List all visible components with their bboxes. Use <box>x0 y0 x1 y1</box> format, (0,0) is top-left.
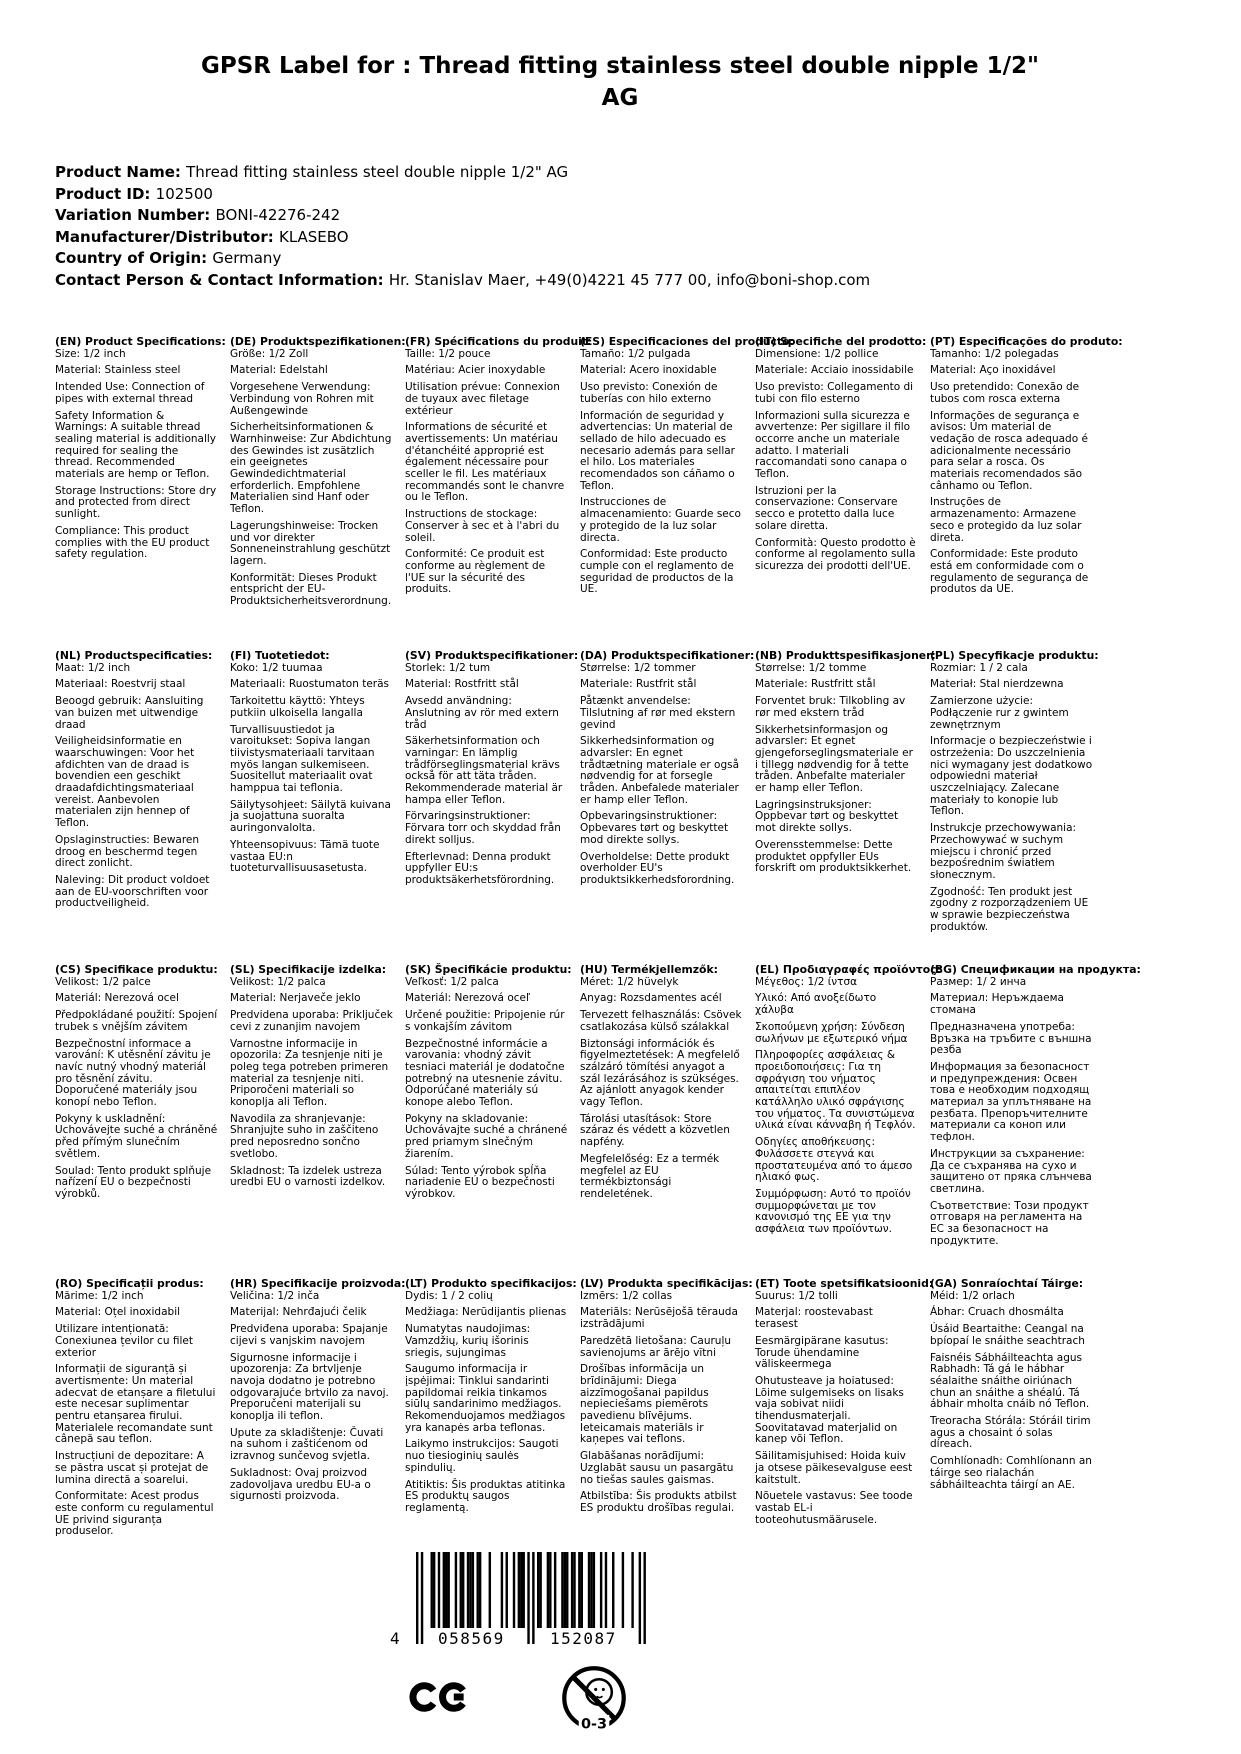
spec-paragraph: Intended Use: Connection of pipes with external thread <box>55 381 205 405</box>
product-info-value: Hr. Stanislav Maer, +49(0)4221 45 777 00, info@boni-shop.com <box>388 270 871 289</box>
spec-paragraph: Instrukcje przechowywania: Przechowywać w suchym miejscu i chronić przed bezpośrednim światłem słonecznym. <box>930 822 1077 881</box>
product-info-line <box>55 227 870 249</box>
spec-block-header: (EL) Προδιαγραφές προϊόντος: <box>755 963 941 976</box>
product-info-line <box>55 162 870 184</box>
spec-paragraph: Veľkosť: 1/2 palca <box>405 975 499 988</box>
spec-paragraph: Pokyny na skladovanie: Uchovávajte suché a chránené pred priamym slnečným žiarením. <box>405 1112 568 1160</box>
spec-paragraph: Conformité: Ce produit est conforme au règlement de l'UE sur la sécurité des produits. <box>405 548 546 596</box>
spec-paragraph: Materiale: Acciaio inossidabile <box>755 364 914 377</box>
spec-block-ga <box>930 1278 1105 1592</box>
spec-paragraph: Paredzētā lietošana: Cauruļu savienojums ar ārējo vītni <box>580 1334 732 1359</box>
spec-paragraph: Säkerhetsinformation och varningar: En lämplig trådförseglingsmaterial krävs också för att täta tråden. Rekommenderade material är hampa eller Teflon. <box>405 735 563 806</box>
spec-block-lv <box>580 1278 755 1592</box>
spec-paragraph: Size: 1/2 inch <box>55 347 126 360</box>
spec-paragraph: Instrucciones de almacenamiento: Guarde seco y protegido de la luz solar directa. <box>580 496 741 544</box>
spec-paragraph: Инструкции за съхранение: Да се съхранява на сухо и защитено от пряка слънчева светлина. <box>930 1147 1092 1195</box>
spec-paragraph: Uso pretendido: Conexão de tubos com rosca externa <box>930 381 1080 405</box>
spec-paragraph: Suurus: 1/2 tolli <box>755 1289 838 1302</box>
spec-paragraph: Informations de sécurité et avertissements: Un matériau d'étanchéité approprié est également nécessaire pour sceller le fil. Les matériaux recommandés sont le chanvre ou le Teflon. <box>405 421 565 504</box>
spec-block-header: (LV) Produkta specifikācijas: <box>580 1277 753 1290</box>
spec-paragraph: Koko: 1/2 tuumaa <box>230 661 323 674</box>
spec-paragraph: Съответствие: Този продукт отговаря на регламента на ЕС за безопасност на продуктите. <box>930 1199 1089 1247</box>
spec-paragraph: Materjal: roostevabast terasest <box>755 1306 873 1331</box>
spec-block-header: (SL) Specifikacije izdelka: <box>230 963 387 976</box>
product-info-label: Variation Number: <box>55 206 216 224</box>
spec-paragraph: Varnostne informacije in opozorila: Za tesnjenje niti je poleg tega potreben primeren material za tesnjenje niti. Priporočeni materiali so konoplja ali Teflon. <box>230 1037 389 1109</box>
spec-block-sv <box>405 650 580 964</box>
spec-paragraph: Utilizare intenționată: Conexiunea țevilor cu filet exterior <box>55 1323 193 1359</box>
spec-block-header: (ET) Toote spetsifikatsioonid: <box>755 1277 934 1290</box>
barcode-right-group: 152087 <box>550 1629 617 1648</box>
spec-paragraph: Saugumo informacija ir įspėjimai: Tinklui sandarinti papildomai reikia tinkamos siūlų sandarinimo medžiagos. Rekomenduojamos medžiagos yra kanapės arba teflonas. <box>405 1363 566 1434</box>
spec-paragraph: Información de seguridad y advertencias: Un material de sellado de hilo adecuado es necesario además para sellar el hilo. Los materiales recomendados son cáñamo o Teflon. <box>580 409 735 492</box>
spec-paragraph: Pokyny k uskladnění: Uchovávejte suché a chráněné před přímým slunečním světlem. <box>55 1112 218 1160</box>
barcode-left-group: 058569 <box>438 1629 505 1648</box>
spec-block-hu <box>580 964 755 1278</box>
spec-paragraph: Материал: Неръждаема стомана <box>930 992 1064 1017</box>
spec-paragraph: Dydis: 1 / 2 colių <box>405 1289 493 1302</box>
spec-paragraph: Informații de siguranță și avertismente: Un material adecvat de etanșare a filetului este necesar suplimentar pentru etanșarea firului. Materialele recomandate sunt cânepă sau teflon. <box>55 1363 216 1446</box>
spec-paragraph: Οδηγίες αποθήκευσης: Φυλάσσετε στεγνά και προστατευμένα από το άμεσο ηλιακό φως. <box>755 1136 913 1184</box>
spec-paragraph: Numatytas naudojimas: Vamzdžių, kurių išorinis sriegis, sujungimas <box>405 1323 531 1359</box>
spec-paragraph: Material: Oțel inoxidabil <box>55 1306 181 1319</box>
spec-paragraph: Predviđena uporaba: Spajanje cijevi s vanjskim navojem <box>230 1323 388 1347</box>
spec-paragraph: Bezpečnostní informace a varování: K utěsnění závitu je navíc nutný vhodný materiál pro těsnění závitu. Doporučené materiály jsou konopí nebo Teflon. <box>55 1037 211 1109</box>
spec-paragraph: Ábhar: Cruach dhosmálta <box>930 1306 1064 1319</box>
spec-paragraph: Určené použitie: Pripojenie rúr s vonkajším závitom <box>405 1009 565 1033</box>
spec-paragraph: Overensstemmelse: Dette produktet oppfyller EUs forskrift om produktsikkerhet. <box>755 838 912 875</box>
barcode <box>388 1552 668 1664</box>
spec-paragraph: Atbilstība: Šis produkts atbilst ES produktu drošības regulai. <box>580 1490 737 1514</box>
spec-paragraph: Treoracha Stórála: Stóráil tirim agus a chosaint ó solas díreach. <box>930 1415 1091 1451</box>
spec-paragraph: Velikost: 1/2 palce <box>55 975 151 988</box>
spec-paragraph: Informazioni sulla sicurezza e avvertenze: Per sigillare il filo occorre anche un materiale adatto. I materiali raccomandati sono canapa o Teflon. <box>755 409 911 481</box>
spec-paragraph: Turvallisuustiedot ja varoitukset: Sopiva langan tiivistysmateriaali tarvitaan myös langan sulkemiseen. Suositellut materiaalit ovat hamppua tai teflonia. <box>230 723 375 795</box>
spec-paragraph: Σκοπούμενη χρήση: Σύνδεση σωλήνων με εξωτερικό νήμα <box>755 1020 908 1045</box>
barcode-lead-digit: 4 <box>390 1629 402 1648</box>
spec-paragraph: Materiale: Rustfritt stål <box>755 678 876 691</box>
spec-paragraph: Dimensione: 1/2 pollice <box>755 347 879 360</box>
spec-paragraph: Conformidad: Este producto cumple con el reglamento de seguridad de productos de la UE. <box>580 548 734 596</box>
spec-block-de <box>230 336 405 650</box>
spec-paragraph: Materiāls: Nerūsējošā tērauda izstrādājumi <box>580 1306 738 1331</box>
spec-paragraph: Instruções de armazenamento: Armazene seco e protegido da luz solar direta. <box>930 496 1082 544</box>
spec-paragraph: Veličina: 1/2 inča <box>230 1289 320 1302</box>
spec-paragraph: Faisnéis Sábháilteachta agus Rabhadh: Tá gá le hábhar séalaithe snáithe oiriúnach chun an snáithe a shéalú. Tá ábhair mholta cnáib nó Teflon. <box>930 1351 1090 1411</box>
spec-paragraph: Größe: 1/2 Zoll <box>230 347 309 360</box>
spec-grid <box>55 335 1141 1592</box>
spec-paragraph: Uso previsto: Collegamento di tubi con filo esterno <box>755 381 914 405</box>
spec-paragraph: Avsedd användning: Anslutning av rör med extern tråd <box>405 695 559 731</box>
spec-paragraph: Υλικό: Από ανοξείδωτο χάλυβα <box>755 992 877 1017</box>
spec-paragraph: Biztonsági információk és figyelmeztetések: A megfelelő szálzáró tömítési anyagot a szál lezárásához is szükséges. Az ajánlott anyagok kender vagy Teflon. <box>580 1037 740 1109</box>
spec-paragraph: Efterlevnad: Denna produkt uppfyller EU:s produktsäkerhetsförordning. <box>405 850 555 886</box>
spec-paragraph: Συμμόρφωση: Αυτό το προϊόν συμμορφώνεται με τον κανονισμό της ΕΕ για την ασφάλεια των προϊόντων. <box>755 1187 911 1236</box>
spec-block-lt <box>405 1278 580 1592</box>
spec-block-header: (HR) Specifikacije proizvoda: <box>230 1277 406 1290</box>
spec-paragraph: Eesmärgipärane kasutus: Torude ühendamine väliskeermega <box>755 1334 889 1371</box>
spec-paragraph: Opbevaringsinstruktioner: Opbevares tørt og beskyttet mod direkte sollys. <box>580 810 729 846</box>
spec-block-header: (IT) Specifiche del prodotto: <box>755 335 927 348</box>
spec-block-bg <box>930 963 1141 1278</box>
spec-paragraph: Lagringsinstruksjoner: Oppbevar tørt og beskyttet mot direkte sollys. <box>755 798 899 835</box>
spec-block-el <box>755 963 941 1278</box>
spec-paragraph: Tamanho: 1/2 polegadas <box>930 347 1059 360</box>
spec-paragraph: Størrelse: 1/2 tomme <box>755 661 867 674</box>
spec-paragraph: Tervezett felhasználás: Csövek csatlakozása külső szálakkal <box>580 1009 742 1033</box>
spec-block-header: (HU) Termékjellemzők: <box>580 963 718 976</box>
product-info-label: Contact Person & Contact Information: <box>55 270 389 289</box>
spec-paragraph: Πληροφορίες ασφάλειας & προειδοποιήσεις: Για τη σφράγιση του νήματος απαιτείται επιπλέον κατάλληλο υλικό σφράγισης του νήματος. Τα συνιστώμενα υλικά είναι κάνναβη ή Τεφλόν. <box>755 1049 916 1132</box>
spec-paragraph: Sukladnost: Ovaj proizvod zadovoljava uredbu EU-a o sigurnosti proizvoda. <box>230 1466 371 1503</box>
product-info-value: BONI-42276-242 <box>215 206 341 224</box>
spec-paragraph: Zgodność: Ten produkt jest zgodny z rozporządzeniem UE w sprawie bezpieczeństwa produktów. <box>930 885 1089 933</box>
spec-paragraph: Säilitamisjuhised: Hoida kuiv ja otsese päikesevalguse eest kaitstult. <box>755 1450 913 1486</box>
spec-block-en <box>55 336 230 650</box>
spec-paragraph: Sicherheitsinformationen & Warnhinweise: Zur Abdichtung des Gewindes ist zusätzlich ein geeignetes Gewindedichtmaterial erforderlich. Empfohlene Materialien sind Hanf oder Teflon. <box>230 421 392 516</box>
spec-paragraph: Sikkerhedsinformation og advarsler: En egnet trådtætning materiale er også nødvendig for at forsegle tråden. Anbefalede materialer er hamp eller Teflon. <box>580 735 740 806</box>
spec-paragraph: Méret: 1/2 hüvelyk <box>580 975 679 988</box>
spec-block-sl <box>230 964 405 1278</box>
spec-paragraph: Zamierzone użycie: Podłączenie rur z gwintem zewnętrznym <box>930 695 1069 731</box>
spec-paragraph: Overholdelse: Dette produkt overholder EU's produktsikkerhedsforordning. <box>580 850 735 886</box>
spec-paragraph: Materiál: Nerezová oceľ <box>405 992 530 1005</box>
spec-block-header: (RO) Specificații produs: <box>55 1277 204 1290</box>
spec-paragraph: Størrelse: 1/2 tommer <box>580 661 696 674</box>
spec-paragraph: Soulad: Tento produkt splňuje nařízení EU o bezpečnosti výrobků. <box>55 1164 212 1200</box>
product-info-line <box>55 205 870 227</box>
page-title-line1: GPSR Label for : Thread fitting stainless steel double nipple 1/2" <box>200 53 1040 79</box>
spec-block-header: (PT) Especificações do produto: <box>930 335 1123 348</box>
spec-paragraph: Forventet bruk: Tilkobling av rør med ekstern tråd <box>755 695 906 719</box>
spec-paragraph: Materiaali: Ruostumaton teräs <box>230 678 390 691</box>
spec-paragraph: Instructions de stockage: Conserver à sec et à l'abri du soleil. <box>405 508 560 544</box>
spec-block-header: (CS) Specifikace produktu: <box>55 963 218 976</box>
spec-paragraph: Drošības informācija un brīdinājumi: Diega aizzīmogošanai papildus nepieciešams piemērots pavedienu blīvējums. Ieteicamais materiāls ir kaņepes vai teflons. <box>580 1363 709 1446</box>
spec-block-header: (FR) Spécifications du produit: <box>405 335 592 348</box>
spec-paragraph: Veiligheidsinformatie en waarschuwingen: Voor het afdichten van de draad is bovendien een geschikt draadafdichtingsmateriaal vereist. Aanbevolen materialen zijn hennep of Teflon. <box>55 735 195 830</box>
spec-paragraph: Předpokládané použití: Spojení trubek s vnějším závitem <box>55 1009 218 1033</box>
spec-block-header: (DE) Produktspezifikationen: <box>230 335 406 348</box>
spec-paragraph: Materiale: Rustfrit stål <box>580 678 697 691</box>
age-range-label: 0-3 <box>580 1716 608 1733</box>
spec-block-nb <box>755 649 936 964</box>
spec-block-nl <box>55 650 230 964</box>
spec-block-hr <box>230 1278 405 1592</box>
spec-paragraph: Mărime: 1/2 inch <box>55 1289 144 1302</box>
spec-block-fr <box>405 335 592 650</box>
spec-paragraph: Tarkoitettu käyttö: Yhteys putkiin ulkoisella langalla <box>230 695 365 719</box>
spec-block-sk <box>405 964 580 1278</box>
ce-mark-icon <box>408 1678 470 1720</box>
spec-paragraph: Glabāšanas norādījumi: Uzglabāt sausu un pasargātu no tiešas saules gaismas. <box>580 1450 734 1486</box>
spec-paragraph: Sikkerhetsinformasjon og advarsler: Et egnet gjengeforseglingsmateriale er i tillegg nødvendig for å tette tråden. Anbefalte materialer er hamp eller Teflon. <box>755 723 913 795</box>
product-info-line <box>55 248 870 270</box>
spec-paragraph: Úsáid Beartaithe: Ceangal na bpíopaí le snáithe seachtrach <box>930 1323 1085 1347</box>
spec-paragraph: Material: Nerjaveče jeklo <box>230 992 361 1005</box>
spec-block-et <box>755 1277 934 1592</box>
product-info-label: Country of Origin: <box>55 249 213 267</box>
spec-paragraph: Upute za skladištenje: Čuvati na suhom i zaštićenom od izravnog sunčevog svjetla. <box>230 1426 384 1463</box>
spec-paragraph: Informações de segurança e avisos: Um material de vedação de rosca adequado é adicionalmente necessário para selar a rosca. Os materiais recomendados são cânhamo ou Teflon. <box>930 409 1088 492</box>
product-info-value: 102500 <box>155 184 213 203</box>
spec-paragraph: Materiaal: Roestvrij staal <box>55 678 186 691</box>
spec-block-header: (EN) Product Specifications: <box>55 335 226 348</box>
spec-paragraph: Vorgesehene Verwendung: Verbindung von Rohren mit Außengewinde <box>230 381 374 417</box>
spec-paragraph: Velikost: 1/2 palca <box>230 975 326 988</box>
spec-paragraph: Информация за безопасност и предупреждения: Освен това е необходим подходящ материал за уплътняване на резбата. Препоръчителните материали са коноп или тефлон. <box>930 1060 1092 1144</box>
spec-block-header: (BG) Спецификации на продукта: <box>930 963 1141 976</box>
spec-paragraph: Tárolási utasítások: Store száraz és védett a közvetlen napfény. <box>580 1112 730 1149</box>
product-info-line <box>55 184 870 206</box>
spec-block-header: (GA) Sonraíochtaí Táirge: <box>930 1277 1084 1290</box>
product-info-label: Manufacturer/Distributor: <box>55 227 279 246</box>
spec-paragraph: Förvaringsinstruktioner: Förvara torr och skyddad från direkt solljus. <box>405 810 561 846</box>
spec-block-header: (NL) Productspecificaties: <box>55 649 213 662</box>
spec-paragraph: Opslaginstructies: Bewaren droog en beschermd tegen direct zonlicht. <box>55 833 200 870</box>
spec-paragraph: Sigurnosne informacije i upozorenja: Za brtvljenje navoja dodatno je potrebno odgovarajuće brtvilo za navoj. Preporučeni materijali su konoplja ili teflon. <box>230 1351 389 1423</box>
spec-paragraph: Instrucțiuni de depozitare: A se păstra uscat și protejat de lumina directă a soarelui. <box>55 1450 209 1486</box>
spec-paragraph: Atitiktis: Šis produktas atitinka ES produktų saugos reglamentą. <box>405 1478 566 1514</box>
product-info-line <box>55 270 870 292</box>
product-info <box>55 162 870 291</box>
spec-block-da <box>580 650 755 964</box>
spec-paragraph: Maat: 1/2 inch <box>55 661 131 674</box>
spec-block-header: (FI) Tuotetiedot: <box>230 649 330 662</box>
spec-paragraph: Beoogd gebruik: Aansluiting van buizen met uitwendige draad <box>55 695 204 731</box>
spec-paragraph: Súlad: Tento výrobok spĺňa nariadenie EÚ o bezpečnosti výrobkov. <box>405 1164 555 1200</box>
age-warning-icon <box>560 1664 628 1741</box>
spec-paragraph: Storage Instructions: Store dry and protected from direct sunlight. <box>55 484 217 521</box>
spec-block-header: (PL) Specyfikacje produktu: <box>930 649 1099 662</box>
spec-block-it <box>755 336 930 650</box>
spec-paragraph: Istruzioni per la conservazione: Conservare secco e protetto dalla luce solare diretta. <box>755 484 898 532</box>
spec-paragraph: Lagerungshinweise: Trocken und vor direkter Sonneneinstrahlung geschützt lagern. <box>230 519 391 567</box>
spec-paragraph: Taille: 1/2 pouce <box>405 347 491 360</box>
spec-paragraph: Materijal: Nehrđajući čelik <box>230 1306 367 1319</box>
spec-paragraph: Izmērs: 1/2 collas <box>580 1289 673 1302</box>
spec-paragraph: Bezpečnostné informácie a varovania: vhodný závit tesniaci materiál je dodatočne potrebný na utesnenie závitu. Odporúčané materiály sú konope alebo Teflon. <box>405 1037 565 1109</box>
product-info-value: Thread fitting stainless steel double nipple 1/2" AG <box>186 163 569 181</box>
product-info-value: Germany <box>212 249 282 267</box>
spec-paragraph: Material: Acero inoxidable <box>580 364 717 377</box>
page-title-line2: AG <box>601 85 639 111</box>
spec-paragraph: Tamaño: 1/2 pulgada <box>580 347 691 360</box>
spec-paragraph: Konformität: Dieses Produkt entspricht der EU-Produktsicherheitsverordnung. <box>230 571 392 608</box>
spec-paragraph: Megfelelőség: Ez a termék megfelel az EU termékbiztonsági rendeletének. <box>580 1152 720 1200</box>
spec-block-header: (SK) Špecifikácie produktu: <box>405 963 572 976</box>
spec-paragraph: Informacje o bezpieczeństwie i ostrzeżenia: Do uszczelnienia nici wymagany jest dodatkowo odpowiedni materiał uszczelniający. Zalecane materiały to konopie lub Teflon. <box>930 735 1093 818</box>
spec-paragraph: Skladnost: Ta izdelek ustreza uredbi EU o varnosti izdelkov. <box>230 1164 386 1189</box>
spec-paragraph: Storlek: 1/2 tum <box>405 661 491 674</box>
spec-paragraph: Material: Aço inoxidável <box>930 364 1056 377</box>
spec-paragraph: Material: Rostfritt stål <box>405 678 519 691</box>
spec-paragraph: Conformitate: Acest produs este conform cu regulamentul UE privind siguranța produselor. <box>55 1490 214 1538</box>
spec-paragraph: Compliance: This product complies with the EU product safety regulation. <box>55 524 210 561</box>
spec-paragraph: Safety Information & Warnings: A suitable thread sealing material is additionally required for sealing the thread. Recommended materials are hemp or Teflon. <box>55 409 217 481</box>
product-info-label: Product Name: <box>55 163 187 181</box>
spec-paragraph: Matériau: Acier inoxydable <box>405 364 546 377</box>
spec-block-fi <box>230 650 405 964</box>
spec-block-es <box>580 335 794 650</box>
spec-paragraph: Navodila za shranjevanje: Shranjujte suho in zaščiteno pred neposredno sončno svetlobo. <box>230 1112 379 1160</box>
spec-paragraph: Utilisation prévue: Connexion de tuyaux avec filetage extérieur <box>405 381 560 417</box>
spec-block-pt <box>930 335 1123 650</box>
spec-block-cs <box>55 964 230 1278</box>
spec-paragraph: Säilytysohjeet: Säilytä kuivana ja suojattuna suoralta auringonvalolta. <box>230 798 391 835</box>
product-info-value: KLASEBO <box>278 227 349 246</box>
spec-paragraph: Laikymo instrukcijos: Saugoti nuo tiesioginių saulės spindulių. <box>405 1438 559 1474</box>
spec-paragraph: Materiał: Stal nierdzewna <box>930 678 1064 691</box>
spec-block-pl <box>930 650 1105 964</box>
spec-paragraph: Materiál: Nerezová ocel <box>55 992 179 1005</box>
spec-block-header: (LT) Produkto specifikacijos: <box>405 1277 577 1290</box>
spec-paragraph: Rozmiar: 1 / 2 cala <box>930 661 1028 674</box>
spec-paragraph: Nõuetele vastavus: See toode vastab EL-i tooteohutusmäärusele. <box>755 1490 913 1526</box>
spec-paragraph: Comhlíonadh: Comhlíonann an táirge seo rialachán sábháilteachta táirgí an AE. <box>930 1455 1092 1491</box>
spec-block-ro <box>55 1278 230 1592</box>
spec-paragraph: Uso previsto: Conexión de tuberías con hilo externo <box>580 381 718 405</box>
spec-paragraph: Naleving: Dit product voldoet aan de EU-voorschriften voor productveiligheid. <box>55 873 210 910</box>
spec-paragraph: Ohutusteave ja hoiatused: Lõime sulgemiseks on lisaks vaja sobivat niidi tihendusmaterjali. Soovitatavad materjalid on kanep või Teflon. <box>755 1374 904 1446</box>
spec-paragraph: Påtænkt anvendelse: Tilslutning af rør med ekstern gevind <box>580 695 736 731</box>
spec-block-header: (SV) Produktspecifikationer: <box>405 649 579 662</box>
spec-block-header: (NB) Produkttspesifikasjoner: <box>755 649 936 662</box>
spec-paragraph: Предназначена употреба: Връзка на тръбите с външна резба <box>930 1020 1092 1057</box>
spec-paragraph: Material: Edelstahl <box>230 364 328 377</box>
spec-paragraph: Μέγεθος: 1/2 ίντσα <box>755 975 858 988</box>
page-title <box>120 50 1120 114</box>
spec-paragraph: Predvidena uporaba: Priključek cevi z zunanjim navojem <box>230 1009 393 1033</box>
spec-paragraph: Размер: 1/ 2 инча <box>930 975 1027 988</box>
spec-block-header: (ES) Especificaciones del producto: <box>580 335 794 348</box>
spec-block-header: (DA) Produktspecifikationer: <box>580 649 755 662</box>
spec-paragraph: Méid: 1/2 orlach <box>930 1289 1015 1302</box>
spec-paragraph: Medžiaga: Nerūdijantis plienas <box>405 1306 567 1319</box>
spec-paragraph: Yhteensopivuus: Tämä tuote vastaa EU:n tuoteturvallisuusasetusta. <box>230 838 380 875</box>
spec-paragraph: Material: Stainless steel <box>55 364 181 377</box>
spec-paragraph: Conformidade: Este produto está em conformidade com o regulamento de segurança de produtos da UE. <box>930 548 1089 596</box>
product-info-label: Product ID: <box>55 184 156 203</box>
spec-paragraph: Conformità: Questo prodotto è conforme al regolamento sulla sicurezza dei prodotti dell'UE. <box>755 536 916 572</box>
spec-paragraph: Anyag: Rozsdamentes acél <box>580 992 722 1005</box>
